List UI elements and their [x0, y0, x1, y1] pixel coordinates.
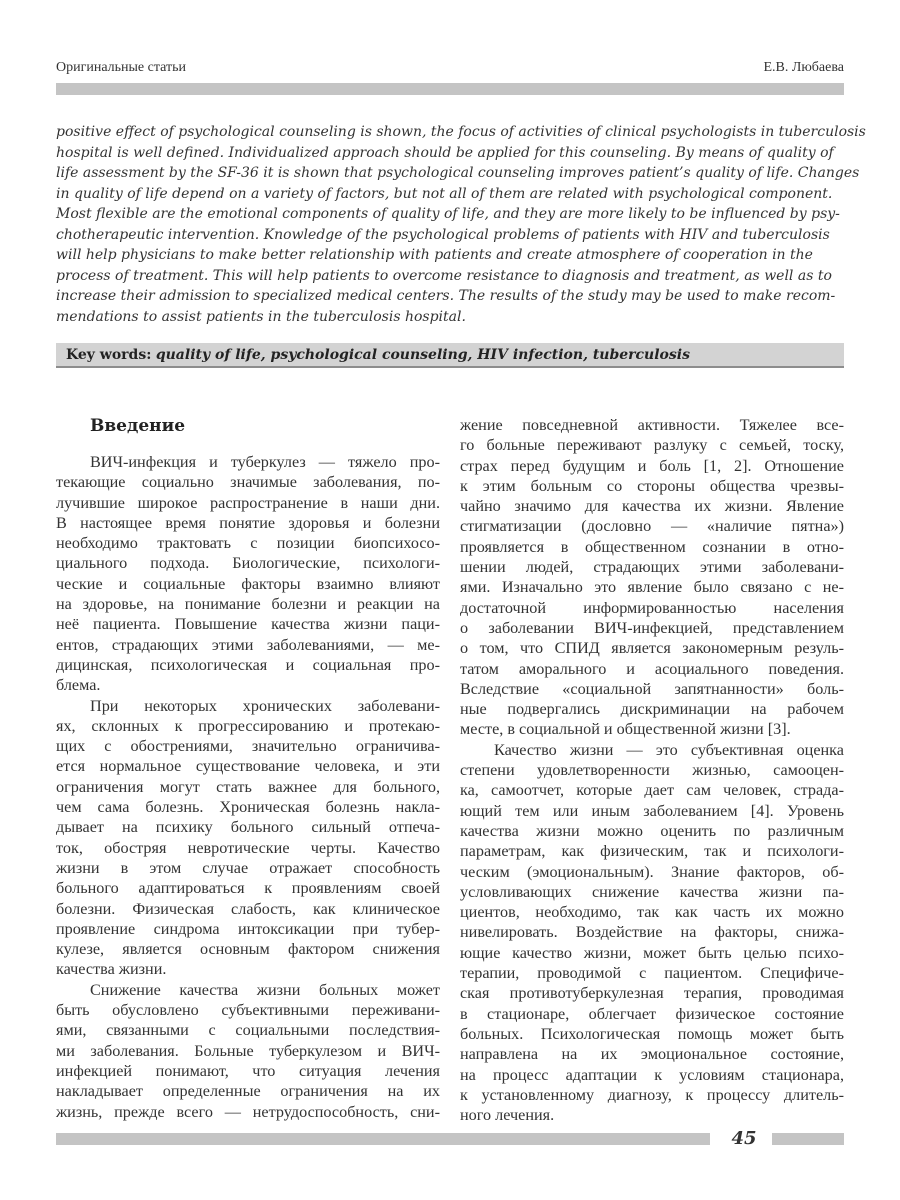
right-column: [460, 415, 844, 1125]
text-line: чем сама болезнь. Хроническая болезнь накла-: [56, 798, 440, 817]
abstract-line: in quality of life depend on a variety of factors, but not all of them are related with psychological component.: [56, 185, 833, 202]
text-line: жение повседневной активности. Тяжелее все-: [460, 416, 844, 434]
text-line: ток, обостряя невротические черты. Качество: [56, 838, 440, 857]
text-line: го больные переживают разлуку с семьей, тоску,: [460, 436, 844, 455]
text-line: ская противотуберкулезная терапия, проводимая: [460, 984, 844, 1003]
text-line: дывает на психику больного сильный отпеча-: [56, 818, 440, 837]
text-line: ях, склонных к прогрессированию и протекаю-: [56, 716, 440, 735]
text-line: циального подхода. Биологические, психологи-: [56, 554, 440, 573]
text-line: ями. Изначально это явление было связано с не-: [460, 578, 844, 597]
text-line: накладывает определенные ограничения на их: [56, 1082, 440, 1101]
text-line: При некоторых хронических заболевани-: [90, 696, 440, 715]
text-line: качества жизни.: [56, 960, 167, 979]
text-line: циентов, необходимо, так как часть их можно: [460, 903, 844, 922]
text-line: жизнь, прежде всего — нетрудоспособность, сни-: [56, 1102, 440, 1121]
abstract-text: [56, 122, 866, 327]
text-line: неё пациента. Повышение качества жизни паци-: [56, 615, 440, 634]
text-line: ного лечения.: [460, 1106, 555, 1125]
text-line: ющие качество жизни, может быть целью психо-: [460, 943, 844, 962]
text-line: на здоровье, на понимание болезни и реакции на: [56, 595, 440, 614]
text-line: на процесс адаптации к условиям стационара,: [460, 1065, 844, 1084]
text-line: инфекцией понимают, что ситуация лечения: [56, 1061, 440, 1080]
text-line: чайно значимо для качества их жизни. Явление: [460, 497, 844, 516]
text-line: стигматизации (дословно — «наличие пятна»): [460, 517, 844, 536]
text-line: кулезе, является основным фактором снижения: [56, 940, 440, 959]
text-line: ется нормальное существование человека, и эти: [56, 757, 440, 776]
text-line: Снижение качества жизни больных может: [90, 980, 440, 999]
text-line: необходимо трактовать с позиции биопсихосо-: [56, 534, 440, 553]
author-label: Е.В. Любаева: [763, 60, 844, 75]
section-label: Оригинальные статьи: [56, 60, 186, 75]
text-line: терапии, проводимой с пациентом. Специфиче-: [460, 964, 844, 983]
abstract-line: will help physicians to make better relationship with patients and create atmosphere of cooperation in the: [56, 247, 813, 263]
text-line: проявляется в общественном сознании в отно-: [460, 537, 844, 556]
text-line: ные подвергались дискриминации на рабочем: [460, 700, 844, 719]
page-number: 45: [731, 1128, 757, 1149]
abstract-line: life assessment by the SF-36 it is shown that psychological counseling improves patient’s quality of life. Changes: [56, 165, 860, 181]
text-line: больного адаптироваться к проявлениям своей: [56, 879, 440, 898]
text-line: быть обусловлено субъективными переживани-: [56, 1001, 440, 1020]
text-line: В настоящее время понятие здоровья и болезни: [56, 513, 440, 532]
abstract-line: chotherapeutic intervention. Knowledge of the psychological problems of patients with HIV and tuberculosis: [56, 226, 830, 243]
text-line: о том, что СПИД является закономерным резуль-: [460, 639, 844, 658]
text-line: Вследствие «социальной запятнанности» боль-: [460, 679, 844, 698]
abstract-line: process of treatment. This will help patients to overcome resistance to diagnosis and treatment, as well as to: [56, 267, 832, 284]
text-line: ющий тем или иным заболеванием [4]. Уровень: [460, 801, 844, 820]
abstract-line: positive effect of psychological counseling is shown, the focus of activities of clinical psychologists in tuberculosis: [56, 124, 866, 140]
text-line: в стационаре, облегчает физическое состояние: [460, 1004, 844, 1023]
text-line: направлена на их эмоциональное состояние,: [460, 1045, 844, 1064]
text-line: к установленному диагнозу, к процессу длитель-: [460, 1085, 844, 1104]
text-line: степени удовлетворенности жизнью, самооцен-: [460, 761, 844, 780]
text-line: о заболевании ВИЧ-инфекцией, представлением: [460, 618, 844, 637]
keywords-label: Key words:: [66, 347, 152, 363]
text-line: условливающих снижение качества жизни па-: [460, 882, 844, 901]
text-line: шении людей, страдающих этими заболевани-: [460, 558, 844, 577]
left-column: [56, 412, 440, 1122]
abstract-line: Most flexible are the emotional components of quality of life, and they are more likely to be influenced by psy-: [56, 206, 840, 222]
text-line: страх перед будущим и боль [1, 2]. Отношение: [460, 456, 844, 475]
text-line: текающие социально значимые заболевания, по-: [56, 473, 440, 492]
text-line: дицинская, психологическая и социальная про-: [56, 655, 440, 674]
footer-rule: [56, 1133, 710, 1145]
abstract-line: hospital is well defined. Individualized approach should be applied for this counseling. By means of quality of: [56, 144, 834, 161]
text-line: ка, самоотчет, которые дает сам человек, страда-: [460, 781, 844, 800]
abstract-line: increase their admission to specialized medical centers. The results of the study may be used to make recom-: [56, 288, 836, 304]
text-line: ческие и социальные факторы взаимно влияют: [56, 574, 440, 593]
text-line: больных. Психологическая помощь может быть: [460, 1024, 844, 1043]
text-line: лучившие широкое распространение в наши дни.: [56, 493, 440, 512]
section-heading: Введение: [90, 416, 186, 436]
text-line: достаточной информированностью населения: [460, 598, 844, 617]
text-line: щих с обострениями, значительно ограничива-: [56, 737, 440, 756]
text-line: Качество жизни — это субъективная оценка: [494, 740, 844, 759]
text-line: ческим (эмоциональным). Знание факторов, об-: [460, 862, 844, 881]
text-line: проявление синдрома интоксикации при тубер-: [56, 919, 440, 938]
text-line: качества жизни можно оценить по различным: [460, 821, 844, 840]
running-header: [56, 60, 844, 80]
text-line: ями, связанными с социальными последствия-: [56, 1021, 440, 1040]
text-line: нивелировать. Воздействие на факторы, снижа-: [460, 923, 844, 942]
header-rule: [56, 83, 844, 95]
text-line: ентов, страдающих этими заболеваниями, — ме-: [56, 635, 440, 654]
footer-rule: [772, 1133, 844, 1145]
text-line: ми заболевания. Больные туберкулезом и ВИЧ-: [56, 1041, 440, 1060]
text-line: болезни. Физическая слабость, как клиническое: [56, 899, 440, 918]
text-line: татом аморального и асоциального поведения.: [460, 659, 844, 678]
keywords-list: quality of life, psychological counseling, HIV infection, tuberculosis: [155, 347, 690, 363]
text-line: месте, в социальной и общественной жизни [3].: [460, 720, 791, 739]
keywords-box: [56, 343, 844, 368]
abstract-line: mendations to assist patients in the tuberculosis hospital.: [56, 308, 466, 325]
text-line: ограничения могут стать важнее для больного,: [56, 777, 440, 796]
text-line: блема.: [56, 676, 101, 695]
text-line: к этим больным со стороны общества чрезвы-: [460, 476, 844, 495]
text-line: параметрам, как физическим, так и психологи-: [460, 842, 844, 861]
text-line: жизни в этом случае отражает способность: [56, 858, 440, 877]
text-line: ВИЧ-инфекция и туберкулез — тяжело про-: [90, 453, 440, 471]
